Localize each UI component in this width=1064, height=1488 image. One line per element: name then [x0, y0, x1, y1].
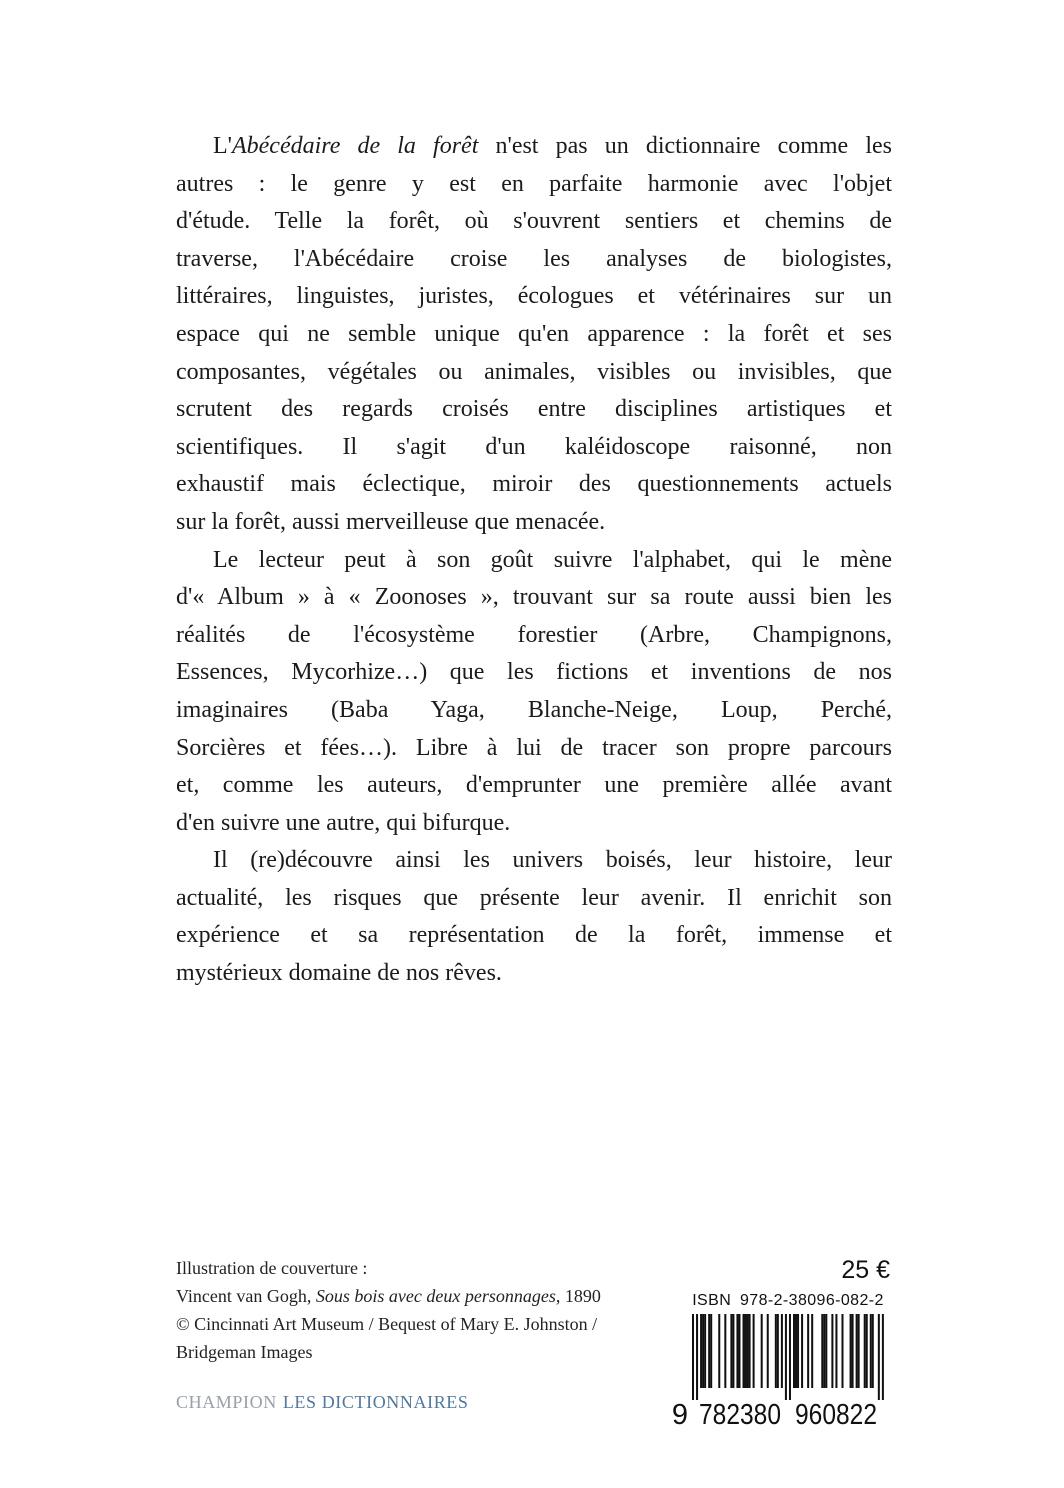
barcode-bar [730, 1314, 732, 1388]
barcode-bar [745, 1314, 747, 1388]
publisher-collection: LES DICTIONNAIRES [282, 1392, 469, 1412]
barcode-bar [777, 1314, 779, 1388]
credit-line: © Cincinnati Art Museum / Bequest of Mary E. Johnston / [176, 1314, 598, 1334]
barcode-digits-group1: 782380 [699, 1399, 781, 1430]
text-line: scrutent des regards croisés entre disciplines artistiques et [176, 396, 892, 423]
paragraph [176, 842, 892, 992]
barcode-bar [789, 1314, 791, 1400]
credit-line: Vincent van Gogh, Sous bois avec deux personnages, 1890 [176, 1286, 601, 1306]
barcode-bar [732, 1314, 734, 1388]
barcode-bar [821, 1314, 823, 1388]
text-line: L'Abécédaire de la forêt n'est pas un dictionnaire comme les [213, 133, 892, 159]
barcode-bar [835, 1314, 837, 1388]
barcode-digits-group2: 960822 [795, 1399, 877, 1430]
barcode-bar [811, 1314, 813, 1388]
text-line: Essences, Mycorhize…) que les fictions et inventions de nos [176, 659, 892, 686]
barcode-bar [736, 1314, 738, 1388]
credit-line: Illustration de couverture : [176, 1258, 368, 1278]
text-line: réalités de l'écosystème forestier (Arbre, Champignons, [176, 621, 892, 648]
barcode-bar [702, 1314, 704, 1388]
barcode-bar [775, 1314, 777, 1388]
publisher-line [176, 1392, 469, 1413]
barcode-bar [753, 1314, 755, 1388]
barcode-bar [870, 1314, 872, 1388]
barcode-bar [700, 1314, 702, 1388]
barcode-bar [749, 1314, 751, 1388]
barcode-bar [743, 1314, 745, 1388]
cover-credit [176, 1254, 736, 1366]
text-line: scientifiques. Il s'agit d'un kaléidoscope raisonné, non [176, 433, 892, 460]
ean13-barcode [670, 1312, 906, 1430]
text-line: d'en suivre une autre, qui bifurque. [176, 809, 511, 836]
paragraph [176, 128, 892, 542]
barcode-bar [831, 1314, 833, 1388]
text-line: expérience et sa représentation de la forêt, immense et [176, 922, 892, 949]
barcode-bar [718, 1314, 720, 1388]
barcode-bar [767, 1314, 769, 1388]
paragraph [176, 542, 892, 843]
price-label: 25 € [841, 1256, 890, 1284]
text-line: Sorcières et fées…). Libre à lui de tracer son propre parcours [176, 734, 892, 761]
barcode-bar [747, 1314, 749, 1388]
text-line: Le lecteur peut à son goût suivre l'alphabet, qui le mène [213, 546, 892, 573]
barcode-bar [710, 1314, 712, 1388]
isbn-barcode-block [670, 1292, 906, 1430]
text-line: espace qui ne semble unique qu'en apparence : la forêt et ses [176, 320, 892, 347]
barcode-bar [795, 1314, 797, 1388]
isbn-label: ISBN 978-2-38096-082-2 [692, 1292, 884, 1309]
barcode-bar [704, 1314, 706, 1388]
text-line: imaginaires (Baba Yaga, Blanche-Neige, Loup, Perché, [176, 696, 892, 723]
barcode-bar [852, 1314, 854, 1388]
barcode-bar [856, 1314, 858, 1388]
barcode-digit-lead: 9 [671, 1399, 688, 1430]
text-line: mystérieux domaine de nos rêves. [176, 960, 502, 987]
text-line: d'étude. Telle la forêt, où s'ouvrent sentiers et chemins de [176, 208, 892, 235]
text-line: d'« Album » à « Zoonoses », trouvant sur sa route aussi bien les [176, 584, 892, 611]
barcode-bar [696, 1314, 698, 1400]
barcode-bar [850, 1314, 852, 1388]
barcode-bar [858, 1314, 860, 1388]
barcode-bar [738, 1314, 740, 1388]
barcode-bar [785, 1314, 787, 1400]
barcode-bar [872, 1314, 874, 1388]
barcode-bar [825, 1314, 827, 1388]
credit-line: Bridgeman Images [176, 1342, 313, 1362]
text-line: exhaustif mais éclectique, miroir des questionnements actuels [176, 471, 892, 498]
text-line: actualité, les risques que présente leur avenir. Il enrichit son [176, 884, 892, 911]
barcode-bar [781, 1314, 783, 1388]
text-line: autres : le genre y est en parfaite harmonie avec l'objet [176, 170, 892, 197]
body-text [176, 128, 892, 993]
barcode-bar [761, 1314, 763, 1388]
barcode-bar [866, 1314, 868, 1388]
text-line: littéraires, linguistes, juristes, écologues et vétérinaires sur un [176, 283, 892, 310]
barcode-bar [797, 1314, 799, 1388]
text-line: traverse, l'Abécédaire croise les analyses de biologistes, [176, 245, 892, 272]
barcode-bar [823, 1314, 825, 1388]
barcode-bar [708, 1314, 710, 1388]
barcode-bar [882, 1314, 884, 1400]
publisher-name: CHAMPION [176, 1392, 277, 1412]
barcode-bar [841, 1314, 843, 1388]
text-line: composantes, végétales ou animales, visibles ou invisibles, que [176, 358, 892, 385]
text-line: sur la forêt, aussi merveilleuse que menacée. [176, 508, 606, 535]
barcode-bar [724, 1314, 726, 1388]
barcode-bar [793, 1314, 795, 1388]
barcode-bar [864, 1314, 866, 1388]
text-line: et, comme les auteurs, d'emprunter une première allée avant [176, 772, 892, 799]
text-line: Il (re)découvre ainsi les univers boisés, leur histoire, leur [213, 847, 892, 874]
barcode-bar [807, 1314, 809, 1388]
barcode-bar [801, 1314, 803, 1388]
barcode-bar [878, 1314, 880, 1400]
barcode-bar [692, 1314, 694, 1400]
